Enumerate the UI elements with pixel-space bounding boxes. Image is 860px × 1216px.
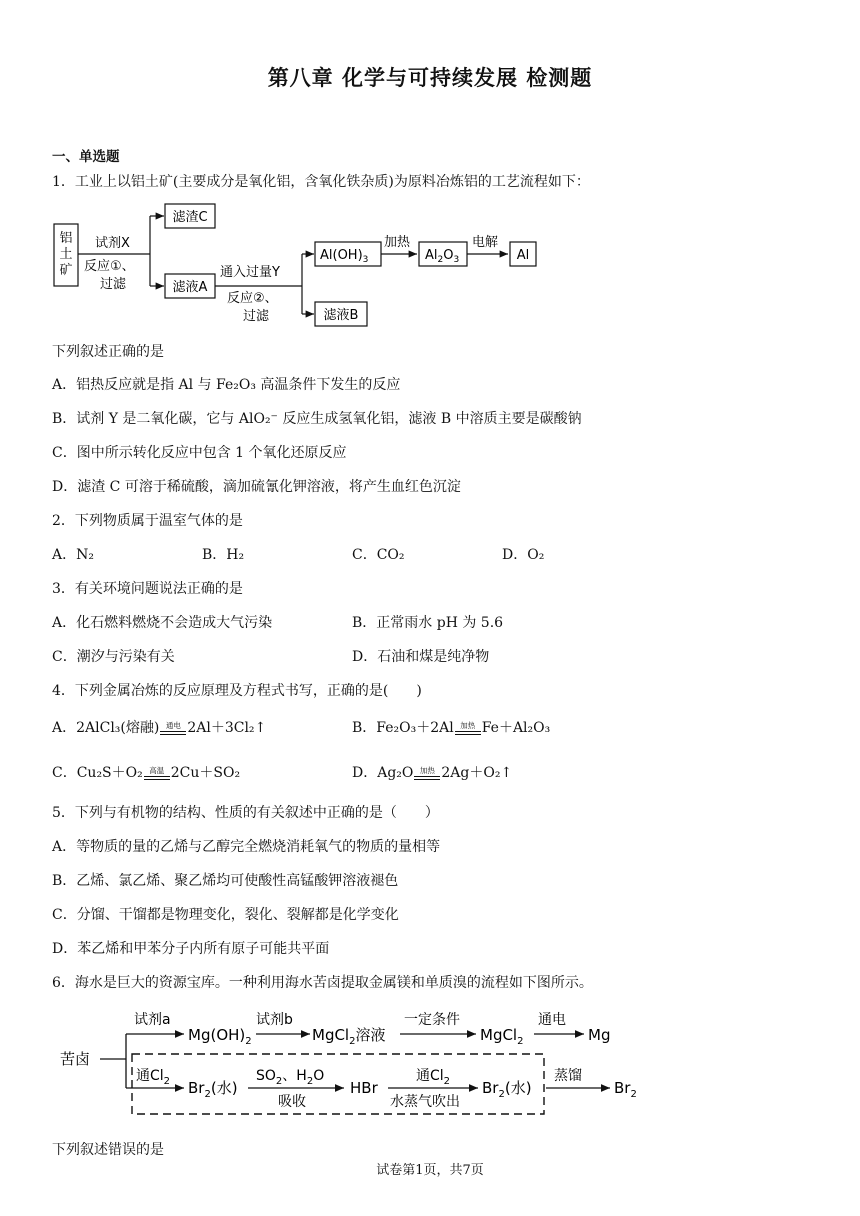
aloh3-label: $Al(OH)_3$: [320, 248, 369, 265]
q5-stem: 5．下列与有机物的结构、性质的有关叙述中正确的是（ ）: [52, 805, 439, 821]
br2-label: $Br_2$: [614, 1079, 637, 1100]
heat-label: 加热: [384, 235, 411, 250]
absorb-label: 吸收: [278, 1094, 306, 1110]
reagent-x-label: 试剂X: [95, 236, 130, 251]
q2-option-b: B．H₂: [202, 547, 245, 563]
br2-water-label-1: $Br_2$(水): [188, 1079, 238, 1100]
q4-option-a: A．2AlCl₃(熔融) 通电 2Al＋3Cl₂↑: [52, 720, 267, 736]
condition-sign: 高温: [144, 767, 170, 780]
q5-option-b: B．乙烯、氯乙烯、聚乙烯均可使酸性高锰酸钾溶液褪色: [52, 873, 399, 889]
q3-option-d: D．石油和煤是纯净物: [352, 649, 490, 665]
q5-option-d: D．苯乙烯和甲苯分子内所有原子可能共平面: [52, 941, 330, 957]
q5-option-c: C．分馏、干馏都是物理变化，裂化、裂解都是化学变化: [52, 907, 399, 923]
q4-option-d: D．Ag₂O 加热 2Ag＋O₂↑: [352, 765, 513, 781]
section-heading: 一、单选题: [52, 149, 120, 165]
steam-blow-label: 水蒸气吹出: [390, 1094, 460, 1110]
q1-option-c: C．图中所示转化反应中包含 1 个氧化还原反应: [52, 445, 347, 461]
q2-stem: 2．下列物质属于温室气体的是: [52, 513, 243, 529]
electrify-label: 通电: [538, 1012, 566, 1028]
q1-stem: 1．工业上以铝土矿(主要成分是氧化铝，含氧化铁杂质)为原料冶炼铝的工艺流程如下：: [52, 174, 590, 190]
q2-option-a: A．N₂: [52, 547, 94, 563]
page-title: 第八章 化学与可持续发展 检测题: [267, 66, 593, 90]
q3-option-a: A．化石燃料燃烧不会造成大气污染: [52, 615, 273, 631]
q3-stem: 3．有关环境问题说法正确的是: [52, 581, 243, 597]
q4-option-b: B．Fe₂O₃＋2Al 加热 Fe＋Al₂O₃: [352, 720, 551, 736]
condition-sign: 加热: [414, 767, 440, 780]
q1-option-b: B．试剂 Y 是二氧化碳，它与 AlO₂⁻ 反应生成氢氧化铝，滤液 B 中溶质主要是碳酸钠: [52, 411, 582, 427]
q4-stem: 4．下列金属冶炼的反应原理及方程式书写，正确的是( ): [52, 683, 422, 699]
q1-prompt: 下列叙述正确的是: [52, 344, 164, 360]
page-footer: 试卷第1页，共7页: [376, 1163, 484, 1178]
reaction2-label: 反应②、: [227, 291, 278, 306]
q1-flow-diagram: [52, 200, 552, 332]
filter2-label: 过滤: [243, 309, 270, 324]
q2-option-d: D．O₂: [502, 547, 545, 563]
ore-label-1: 铝: [59, 231, 73, 246]
q3-option-c: C．潮汐与污染有关: [52, 649, 175, 665]
brine-label: 苦卤: [60, 1050, 91, 1068]
hbr-label: HBr: [350, 1079, 378, 1097]
reaction1-label: 反应①、: [84, 259, 135, 274]
mg-label: Mg: [588, 1026, 611, 1044]
so2-h2o-label: $SO_2$、$H_2O$: [256, 1068, 325, 1087]
residue-c-label: 滤渣C: [172, 210, 208, 225]
q2-option-c: C．CO₂: [352, 547, 405, 563]
q3-option-b: B．正常雨水 pH 为 5.6: [352, 615, 504, 631]
mgcl2-solution-label: MgCl$_2$溶液: [312, 1026, 386, 1047]
excess-y-label: 通入过量Y: [220, 265, 280, 280]
q4-option-c: C．Cu₂S＋O₂ 高温 2Cu＋SO₂: [52, 765, 241, 781]
q1-option-d: D．滤渣 C 可溶于稀硫酸，滴加硫氰化钾溶液，将产生血红色沉淀: [52, 479, 461, 495]
q6-stem: 6．海水是巨大的资源宝库。一种利用海水苦卤提取金属镁和单质溴的流程如下图所示。: [52, 975, 593, 991]
filtrate-b-label: 滤液B: [323, 308, 359, 323]
condition-sign: 通电: [160, 722, 186, 735]
q6-prompt: 下列叙述错误的是: [52, 1142, 164, 1158]
al-label: Al: [516, 248, 530, 263]
certain-condition-label: 一定条件: [404, 1012, 460, 1028]
electrolysis-label: 电解: [472, 235, 499, 250]
ore-label-2: 土: [59, 247, 73, 262]
al2o3-label: $Al_2O_3$: [425, 248, 460, 265]
filter1-label: 过滤: [100, 277, 127, 292]
mgoh2-label: $Mg(OH)_2$: [188, 1026, 252, 1047]
reagent-a-label: 试剂a: [134, 1012, 171, 1028]
reagent-b-label: 试剂b: [256, 1012, 293, 1028]
mgcl2-label: MgCl$_2$: [480, 1026, 524, 1047]
q5-option-a: A．等物质的量的乙烯与乙醇完全燃烧消耗氧气的物质的量相等: [52, 839, 441, 855]
q1-option-a: A．铝热反应就是指 Al 与 Fe₂O₃ 高温条件下发生的反应: [52, 377, 401, 393]
distill-label: 蒸馏: [554, 1068, 582, 1084]
ore-label-3: 矿: [59, 263, 73, 278]
condition-sign: 加热: [455, 722, 481, 735]
q6-flow-diagram: [52, 1002, 652, 1126]
br2-water-label-2: $Br_2$(水): [482, 1079, 532, 1100]
filtrate-a-label: 滤液A: [172, 280, 208, 295]
cl2-in-label-2: 通$Cl_2$: [416, 1068, 451, 1087]
cl2-in-label: 通$Cl_2$: [136, 1068, 171, 1087]
